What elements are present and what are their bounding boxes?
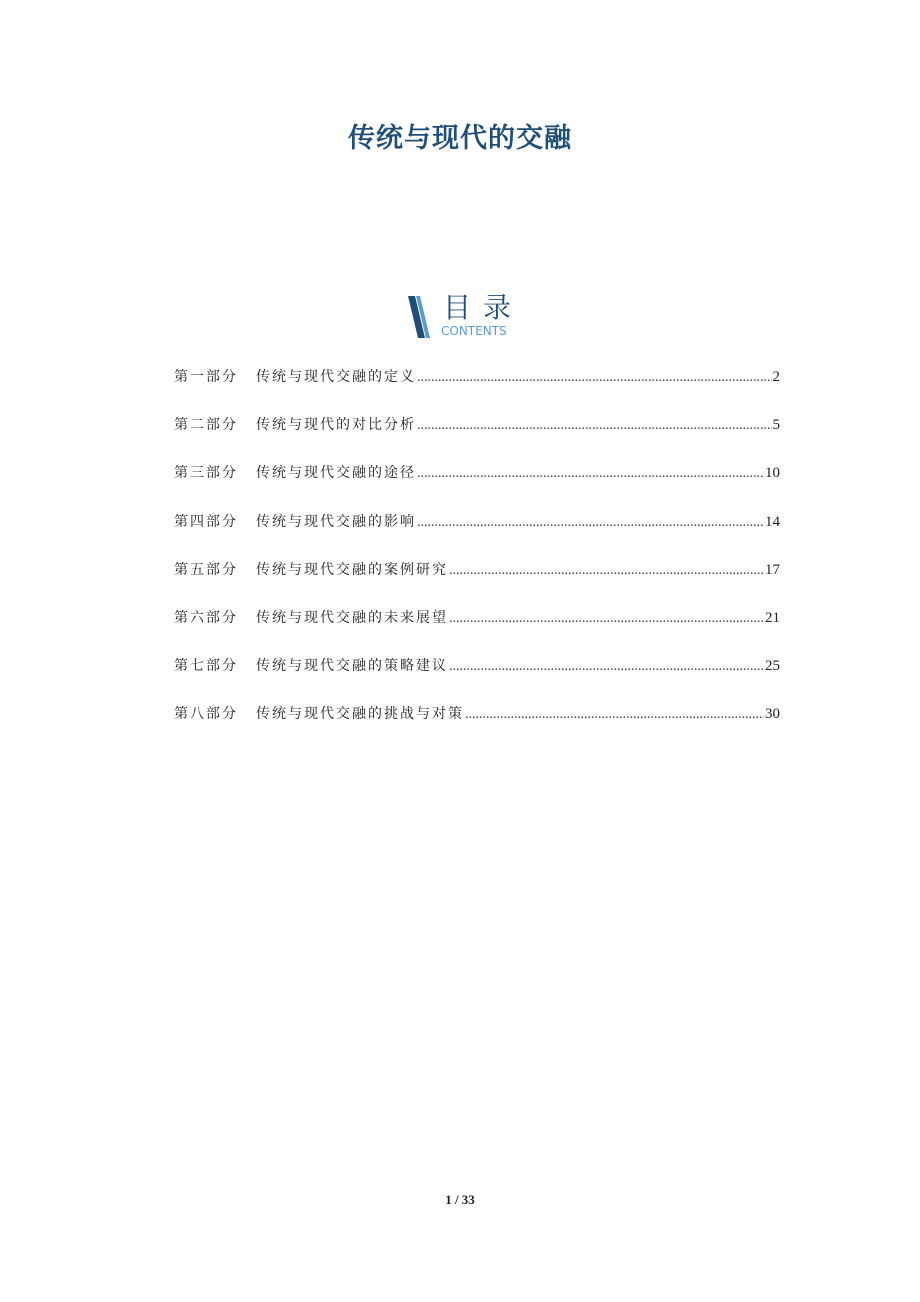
toc-entry-leader: [449, 608, 764, 630]
toc-entry-leader: [417, 463, 764, 485]
toc-entry-title: 传统与现代交融的影响: [256, 513, 416, 530]
toc-entry-leader: [449, 656, 764, 678]
toc-entry[interactable]: [174, 414, 780, 462]
toc-entry[interactable]: [174, 462, 780, 510]
toc-entry[interactable]: [174, 607, 780, 655]
toc-entry-leader: [417, 415, 772, 437]
page-number: 1 / 33: [445, 1192, 475, 1207]
toc-entry-page: 17: [765, 561, 780, 578]
toc-entry[interactable]: [174, 655, 780, 703]
toc-entry-leader: [417, 367, 772, 389]
toc-entry[interactable]: [174, 511, 780, 559]
toc-entry-title: 传统与现代交融的未来展望: [256, 609, 448, 626]
toc-entry-title: 传统与现代的对比分析: [256, 417, 416, 434]
toc-entry-leader: [449, 560, 764, 582]
toc-entry-part: 第一部分: [174, 369, 238, 385]
toc-entry-title: 传统与现代交融的策略建议: [256, 658, 448, 675]
toc-entry-part: 第三部分: [174, 465, 238, 482]
toc-entry[interactable]: [174, 366, 780, 414]
toc-entry-title: 传统与现代交融的定义: [256, 369, 416, 385]
toc-list: [174, 366, 780, 752]
toc-entry[interactable]: [174, 703, 780, 751]
toc-entry-page: 14: [765, 513, 780, 530]
toc-subheading: CONTENTS: [441, 324, 507, 338]
toc-header: [405, 292, 535, 342]
toc-entry-leader: [465, 704, 764, 726]
toc-entry-title: 传统与现代交融的途径: [256, 465, 416, 482]
document-title: 传统与现代的交融: [348, 123, 572, 154]
toc-entry-part: 第八部分: [174, 706, 238, 723]
toc-entry-page: 10: [765, 465, 780, 482]
toc-heading: 目录: [443, 291, 524, 324]
toc-entry-title: 传统与现代交融的案例研究: [256, 561, 448, 578]
toc-entry-leader: [417, 512, 764, 534]
toc-entry-title: 传统与现代交融的挑战与对策: [256, 706, 464, 723]
toc-entry-page: 5: [772, 417, 780, 434]
toc-entry-page: 30: [765, 706, 780, 723]
toc-entry-part: 第六部分: [174, 609, 238, 626]
toc-entry-page: 2: [772, 369, 780, 385]
toc-entry-part: 第七部分: [174, 658, 238, 675]
toc-entry-page: 21: [765, 609, 780, 626]
toc-entry-part: 第二部分: [174, 417, 238, 434]
toc-entry[interactable]: [174, 559, 780, 607]
toc-logo-icon: [405, 296, 435, 338]
toc-entry-page: 25: [765, 658, 780, 675]
toc-entry-part: 第五部分: [174, 561, 238, 578]
toc-entry-part: 第四部分: [174, 513, 238, 530]
